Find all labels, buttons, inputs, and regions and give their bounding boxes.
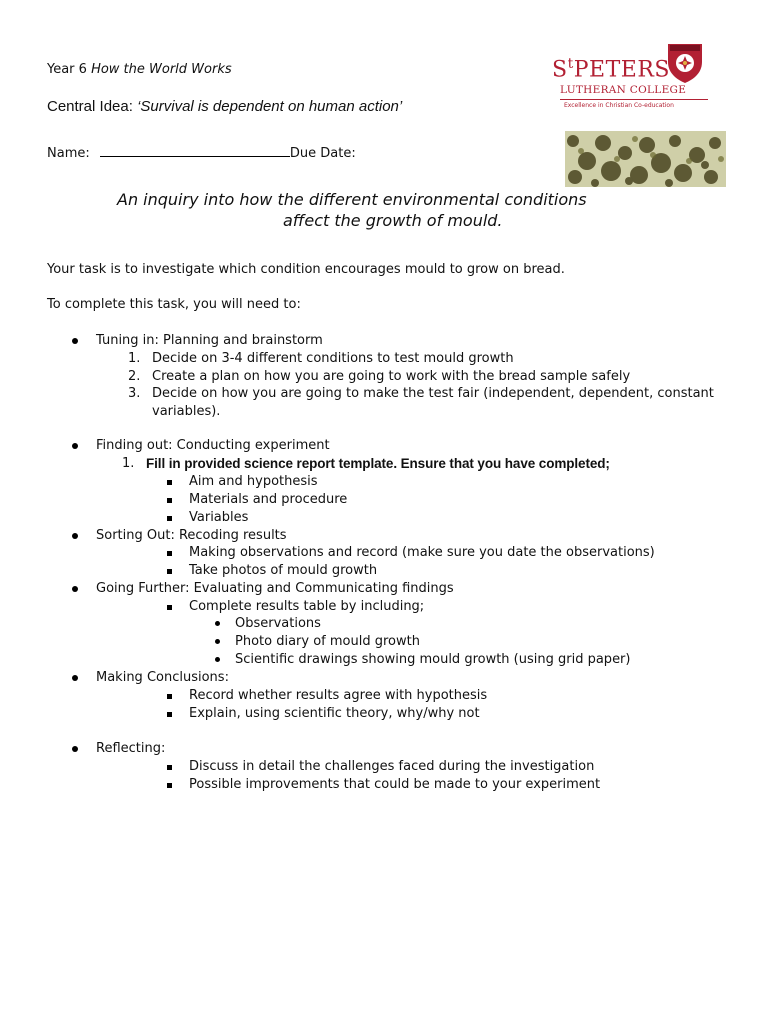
task-paragraph: Your task is to investigate which condition encourages mould to grow on bread.: [47, 262, 565, 277]
central-idea-line: [47, 98, 402, 115]
list-item-continuation: variables).: [152, 404, 221, 419]
central-idea-text: ‘Survival is dependent on human action’: [137, 98, 403, 115]
list-item: Discuss in detail the challenges faced during the investigation: [189, 759, 595, 774]
logo-divider: [560, 99, 708, 100]
inquiry-title-line2: affect the growth of mould.: [283, 211, 503, 230]
list-item: Making observations and record (make sure you date the observations): [189, 545, 655, 560]
section-going-further: Going Further: Evaluating and Communicating findings: [96, 581, 454, 596]
inquiry-title-line1: An inquiry into how the different environmental conditions: [117, 190, 587, 209]
section-tuning-in: Tuning in: Planning and brainstorm: [96, 333, 323, 348]
name-label: Name:: [47, 146, 94, 161]
central-idea-label: Central Idea:: [47, 98, 138, 115]
school-logo: [552, 42, 712, 112]
list-item: Explain, using scientific theory, why/why not: [189, 706, 480, 721]
list-item: 1. Fill in provided science report template. Ensure that you have completed;: [122, 456, 610, 471]
list-item: Materials and procedure: [189, 492, 348, 507]
logo-tagline: Excellence in Christian Co-education: [564, 102, 674, 109]
section-finding-out: Finding out: Conducting experiment: [96, 438, 330, 453]
section-sorting-out: Sorting Out: Recoding results: [96, 528, 287, 543]
shield-crest-icon: [666, 42, 704, 84]
section-reflecting: Reflecting:: [96, 741, 166, 756]
school-name: $S^tPETERS$: [552, 56, 670, 83]
list-item: Photo diary of mould growth: [235, 634, 420, 649]
list-item: Aim and hypothesis: [189, 474, 318, 489]
list-item: Possible improvements that could be made to your experiment: [189, 777, 601, 792]
list-item: Take photos of mould growth: [189, 563, 378, 578]
section-making-conclusions: Making Conclusions:: [96, 670, 229, 685]
list-item: 3. Decide on how you are going to make the test fair (independent, dependent, constant: [128, 386, 714, 401]
list-item: Complete results table by including;: [189, 599, 425, 614]
need-paragraph: To complete this task, you will need to:: [47, 297, 301, 312]
year-unit-line: [47, 62, 232, 77]
name-due-row: [47, 144, 356, 161]
list-item: Variables: [189, 510, 249, 525]
school-subtitle: LUTHERAN COLLEGE: [560, 84, 687, 96]
year-label: Year 6: [47, 62, 92, 77]
list-item: 1. Decide on 3-4 different conditions to test mould growth: [128, 351, 514, 366]
list-item: 2. Create a plan on how you are going to work with the bread sample safely: [128, 369, 631, 384]
list-item: Scientific drawings showing mould growth (using grid paper): [235, 652, 631, 667]
due-date-label: Due Date:: [289, 146, 356, 161]
name-field[interactable]: [100, 144, 290, 157]
unit-title: How the World Works: [91, 62, 232, 77]
list-item: Record whether results agree with hypothesis: [189, 688, 488, 703]
list-item: Observations: [235, 616, 321, 631]
mould-photo: [565, 131, 726, 187]
